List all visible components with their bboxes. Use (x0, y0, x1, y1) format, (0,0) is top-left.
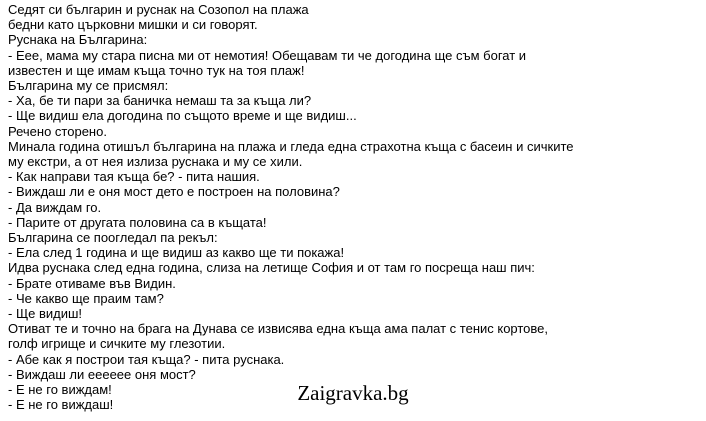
text-line: - Брате отиваме във Видин. (8, 275, 176, 291)
text-line: голф игрище и сичките му глезотии. (8, 336, 226, 352)
text-line: - Е не го виждаш! (8, 397, 114, 413)
text-line: - Ще видиш ела догодина по същото време и ще видиш... (8, 108, 357, 124)
site-watermark: Zaigravka.bg (297, 381, 409, 405)
text-line: - Абе как я построи тая къща? - пита руснака. (8, 351, 285, 367)
text-line: Идва руснака след една година, слиза на летище София и от там го посреща наш пич: (8, 260, 535, 276)
text-line: - Как направи тая къща бе? - пита нашия. (8, 169, 260, 185)
text-line: Руснака на Българина: (8, 32, 148, 48)
text-line: - Е не го виждам! (8, 382, 112, 398)
text-line: Българина се поогледал па рекъл: (8, 230, 218, 246)
text-line: му екстри, а от нея излиза руснака и му се хили. (8, 154, 303, 170)
text-line: Седят си българин и руснак на Созопол на плажа (8, 2, 309, 17)
text-line: - Виждаш ли е оня мост дето е построен на половина? (8, 184, 340, 200)
text-line: Минала година отишъл българина на плажа и гледа една страхотна къща с басеин и сичките (8, 138, 574, 154)
text-line: - Че какво ще праим там? (8, 290, 164, 306)
text-line: Българина му се присмял: (8, 78, 169, 94)
text-line: бедни като църковни мишки и си говорят. (8, 17, 258, 33)
text-line: - Да виждам го. (8, 199, 102, 215)
text-line: - Ще видиш! (8, 306, 83, 322)
text-line: - Парите от другата половина са в къщата! (8, 214, 267, 230)
text-line: Речено сторено. (8, 123, 107, 139)
text-line: известен и ще имам къща точно тук на тоя плаж! (8, 62, 305, 78)
text-line: Отиват те и точно на брага на Дунава се извисява една къща ама палат с тенис кортове, (8, 321, 549, 337)
text-line: - Еее, мама му стара писна ми от немотия! Обещавам ти че догодина ще съм богат и (8, 47, 527, 63)
text-line: - Ха, бе ти пари за баничка немаш та за къща ли? (8, 93, 312, 109)
joke-text (8, 2, 698, 412)
text-line: - Ела след 1 година и ще видиш аз какво ще ти покажа! (8, 245, 345, 261)
text-line: - Виждаш ли ееееее оня мост? (8, 366, 196, 382)
